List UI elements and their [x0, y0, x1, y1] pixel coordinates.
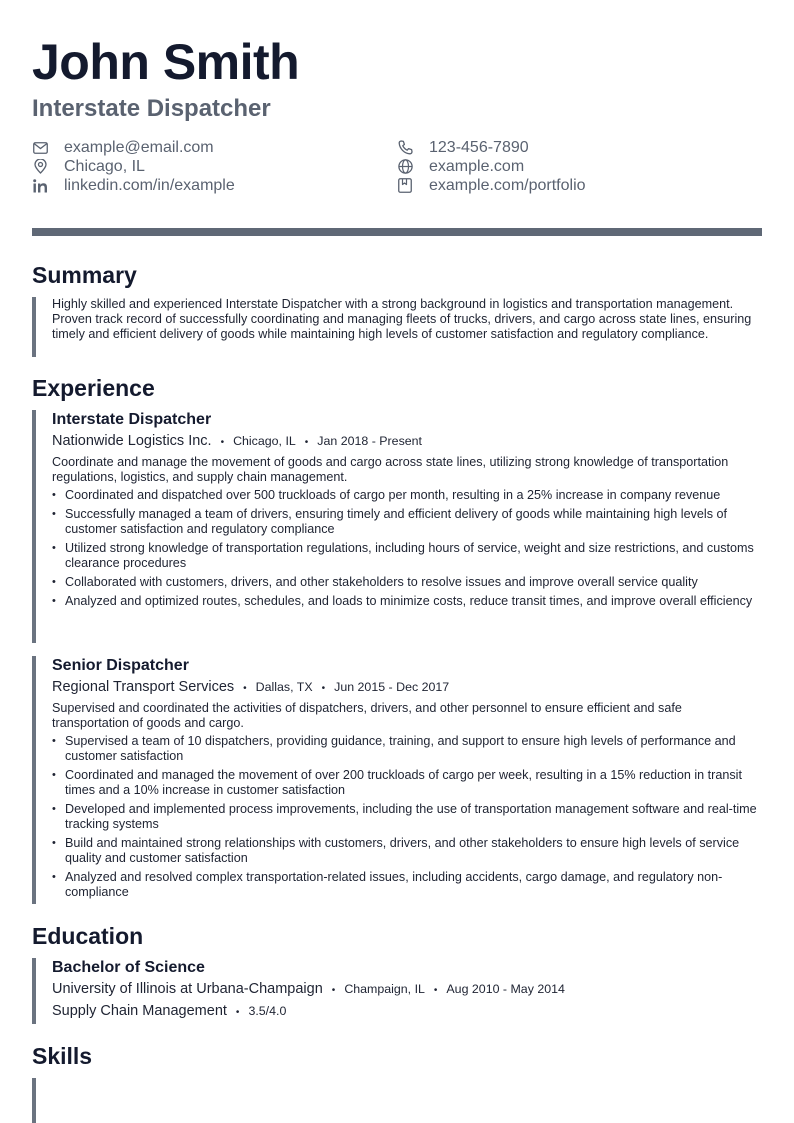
achievement-list: [52, 488, 762, 609]
list-item: • Successfully managed a team of drivers, ensuring timely and efficient delivery of goods while maintaining high levels of customer satisfaction and regulatory compliance: [52, 507, 762, 537]
separator-dot: •: [235, 1007, 240, 1018]
job-description: Coordinate and manage the movement of goods and cargo across state lines, utilizing strong knowledge of transportation regulations, logistics, and supply chain management.: [52, 455, 729, 484]
list-item: • Analyzed and resolved complex transportation-related issues, including accidents, cargo damage, and regulatory non-compliance: [52, 870, 762, 900]
list-item: • Collaborated with customers, drivers, and other stakeholders to resolve issues and improve overall service quality: [52, 575, 762, 590]
separator-dot: •: [304, 437, 309, 448]
school-name: University of Illinois at Urbana-Champaign: [52, 981, 323, 997]
linkedin-icon: [32, 178, 48, 194]
mail-icon: [32, 140, 48, 156]
list-item: • Coordinated and managed the movement of over 200 truckloads of cargo per week, resulting in a 15% reduction in transit times and a 10% increase in customer satisfaction: [52, 768, 762, 798]
job-title: Interstate Dispatcher: [32, 95, 271, 122]
contact-email[interactable]: [32, 138, 214, 157]
experience-entry: [32, 656, 762, 904]
contact-portfolio[interactable]: [397, 176, 586, 195]
achievement-list: [52, 734, 762, 900]
globe-icon: [397, 159, 413, 175]
skills-heading: Skills: [32, 1043, 93, 1069]
experience-entry: [32, 410, 762, 643]
map-pin-icon: [32, 159, 48, 175]
header-divider: [32, 228, 762, 236]
list-item: • Developed and implemented process improvements, including the use of transportation management software and real-time tracking systems: [52, 802, 762, 832]
list-item: • Coordinated and dispatched over 500 truckloads of cargo per month, resulting in a 25% increase in company revenue: [52, 488, 762, 503]
position-meta: [52, 679, 762, 698]
school-location: Champaign, IL: [344, 982, 425, 996]
education-meta: [52, 981, 762, 1000]
education-dates: Aug 2010 - May 2014: [446, 982, 565, 996]
job-location: Dallas, TX: [255, 680, 313, 694]
skills-block: [32, 1078, 762, 1123]
position-title: Senior Dispatcher: [52, 657, 189, 674]
field-of-study: Supply Chain Management: [52, 1003, 227, 1019]
summary-block: [32, 297, 762, 357]
experience-heading: Experience: [32, 375, 155, 401]
phone-text: 123-456-7890: [429, 139, 529, 156]
education-heading: Education: [32, 923, 144, 949]
position-meta: [52, 433, 762, 452]
location-text: Chicago, IL: [64, 158, 145, 175]
list-item: • Build and maintained strong relationships with customers, drivers, and other stakeholders to ensure high levels of service quality and customer satisfaction: [52, 836, 762, 866]
job-dates: Jun 2015 - Dec 2017: [334, 680, 450, 694]
separator-dot: •: [321, 683, 326, 694]
website-text: example.com: [429, 158, 525, 175]
portfolio-icon: [397, 178, 413, 194]
contact-linkedin[interactable]: [32, 176, 235, 195]
list-item: • Analyzed and optimized routes, schedules, and loads to minimize costs, reduce transit times, and improve overall efficiency: [52, 594, 762, 609]
candidate-name: John Smith: [32, 34, 300, 90]
summary-text: Highly skilled and experienced Interstate Dispatcher with a strong background in logistics and transportation management. Proven track record of successfully coordinating and managing fleets of trucks, drivers, and cargo across state lines, ensuring timely and efficient delivery of goods while maintaining high levels of customer satisfaction and regulatory compliance.: [52, 297, 752, 341]
education-entry: [32, 958, 762, 1024]
email-text: example@email.com: [64, 139, 214, 156]
company-name: Nationwide Logistics Inc.: [52, 433, 212, 449]
phone-icon: [397, 140, 413, 156]
list-item: • Supervised a team of 10 dispatchers, providing guidance, training, and support to ensure high levels of performance and customer satisfaction: [52, 734, 762, 764]
job-dates: Jan 2018 - Present: [317, 434, 422, 448]
list-item: • Utilized strong knowledge of transportation regulations, including hours of service, weight and size restrictions, and customs clearance procedures: [52, 541, 762, 571]
separator-dot: •: [243, 683, 247, 694]
portfolio-text: example.com/portfolio: [429, 177, 586, 194]
separator-dot: •: [331, 985, 336, 996]
separator-dot: •: [433, 985, 438, 996]
contact-phone[interactable]: [397, 138, 529, 157]
linkedin-text: linkedin.com/in/example: [64, 177, 235, 194]
job-description: Supervised and coordinated the activities of dispatchers, drivers, and other personnel to ensure efficient and safe transportation of goods and cargo.: [52, 701, 682, 730]
company-name: Regional Transport Services: [52, 679, 235, 695]
field-of-study-row: [52, 1003, 762, 1022]
summary-heading: Summary: [32, 262, 137, 288]
separator-dot: •: [220, 437, 225, 448]
job-location: Chicago, IL: [233, 434, 296, 448]
gpa: 3.5/4.0: [248, 1004, 287, 1018]
degree-title: Bachelor of Science: [52, 959, 205, 976]
contact-location: [32, 157, 145, 176]
contact-website[interactable]: [397, 157, 524, 176]
position-title: Interstate Dispatcher: [52, 411, 212, 428]
